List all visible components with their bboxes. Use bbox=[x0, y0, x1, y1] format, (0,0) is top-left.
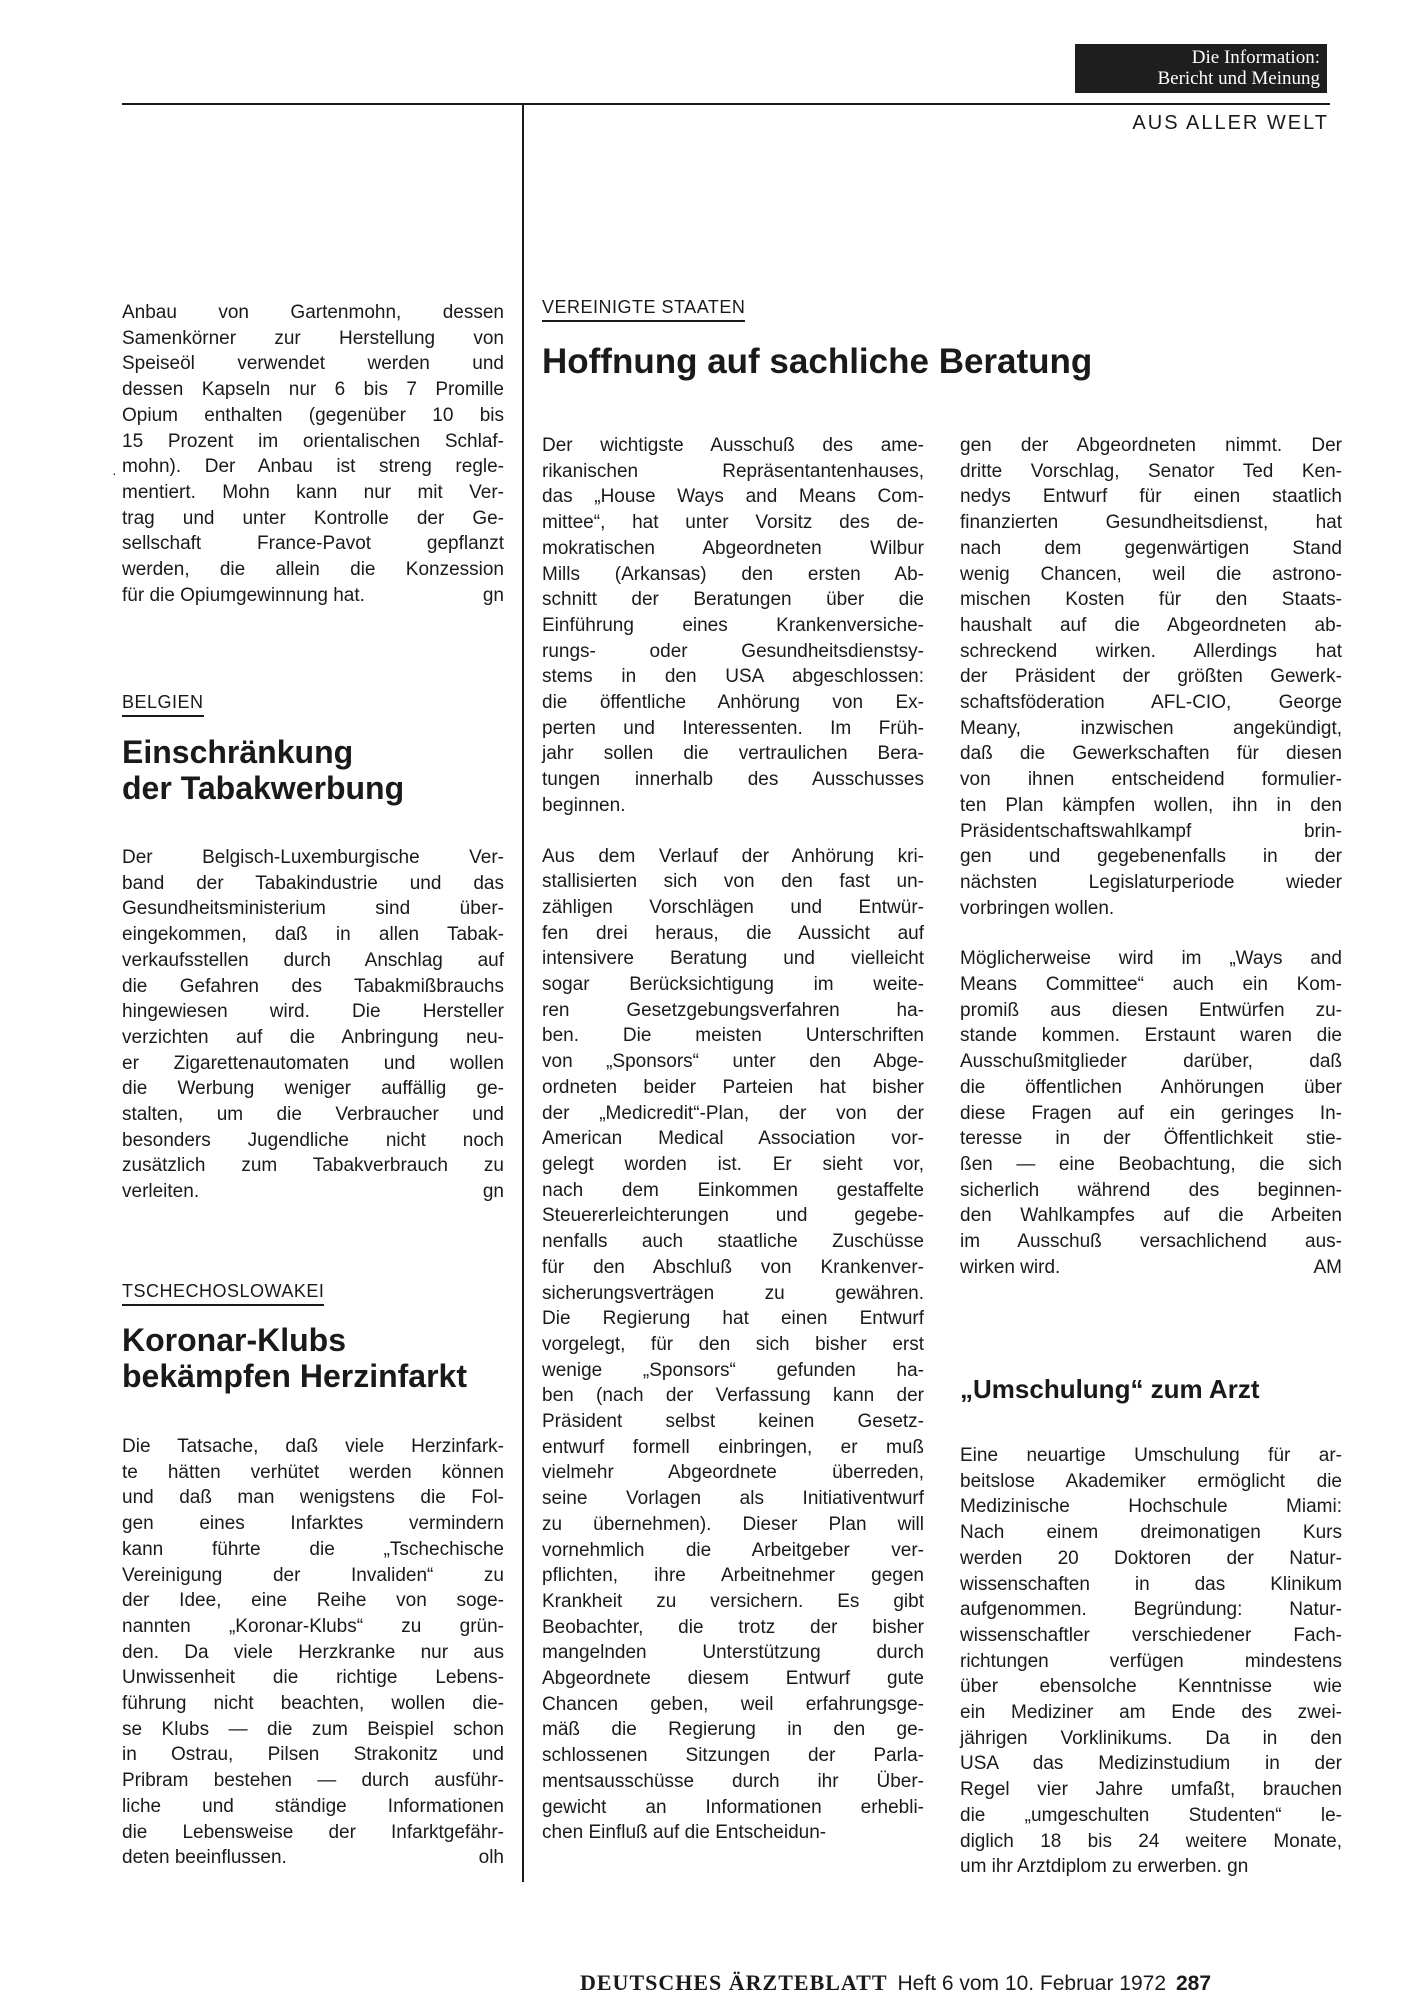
section-label: AUS ALLER WELT bbox=[1132, 112, 1329, 134]
journal-name: DEUTSCHES ÄRZTEBLATT bbox=[580, 1970, 888, 1995]
text-line: sogar Berücksichtigung im weite- bbox=[542, 974, 924, 996]
text-line: Mills (Arkansas) den ersten Ab- bbox=[542, 563, 924, 585]
text-line: liche und ständige Informationen bbox=[122, 1795, 504, 1817]
body-czech bbox=[122, 1434, 504, 1871]
text-line: Der wichtigste Ausschuß des ame- bbox=[542, 435, 924, 456]
text-line: mäß die Regierung in den ge- bbox=[542, 1719, 924, 1741]
text-line: zähligen Vorschlägen und Entwür- bbox=[542, 896, 924, 918]
text-line: die öffentliche Anhörung von Ex- bbox=[542, 692, 924, 714]
text-line: Möglicherweise wird im „Ways and bbox=[960, 948, 1342, 970]
text-line: ein Mediziner am Ende des zwei- bbox=[960, 1702, 1342, 1724]
text-line: dessen Kapseln nur 6 bis 7 Promille bbox=[122, 379, 504, 401]
headline-retraining: „Umschulung“ zum Arzt bbox=[960, 1374, 1260, 1404]
text-line: Ausschußmitglieder darüber, daß bbox=[960, 1051, 1342, 1073]
text-line: der Idee, eine Reihe von soge- bbox=[122, 1590, 504, 1612]
text-line: ten Plan kämpfen wollen, ihn in den bbox=[960, 794, 1342, 816]
top-rule bbox=[122, 103, 1330, 105]
author-initials: AM bbox=[1313, 1256, 1342, 1278]
text-line: vielmehr Abgeordnete überreden, bbox=[542, 1462, 924, 1484]
headline-czech bbox=[122, 1322, 467, 1394]
text-line: Die Regierung hat einen Entwurf bbox=[542, 1308, 924, 1330]
text-line: Unwissenheit die richtige Lebens- bbox=[122, 1667, 504, 1689]
text-line: American Medical Association vor- bbox=[542, 1128, 924, 1150]
author-initials: gn bbox=[482, 1181, 504, 1203]
text-line: vorbringen wollen. bbox=[960, 897, 1115, 919]
text-line: wissenschaftler verschiedener Fach- bbox=[960, 1624, 1342, 1646]
text-line: die öffentlichen Anhörungen über bbox=[960, 1076, 1342, 1098]
text-line: rikanischen Repräsentantenhauses, bbox=[542, 460, 924, 482]
text-line: werden, die allein die Konzession bbox=[122, 559, 504, 581]
headline-czech-line-1: Koronar-Klubs bbox=[122, 1322, 346, 1358]
headline-czech-line-2: bekämpfen Herzinfarkt bbox=[122, 1358, 467, 1394]
text-line: ßen — eine Beobachtung, die sich bbox=[960, 1153, 1342, 1175]
text-line: das „House Ways and Means Com- bbox=[542, 486, 924, 508]
text-line: promiß aus diesen Entwürfen zu- bbox=[960, 999, 1342, 1021]
headline-belgium bbox=[122, 734, 404, 806]
text-line: die Werbung weniger auffällig ge- bbox=[122, 1078, 504, 1100]
text-line: seine Vorlagen als Initiativentwurf bbox=[542, 1488, 924, 1510]
text-line: gewicht an Informationen erhebli- bbox=[542, 1796, 924, 1818]
text-line: die „umgeschulten Studenten“ le- bbox=[960, 1804, 1342, 1826]
text-line: ren Gesetzgebungsverfahren ha- bbox=[542, 999, 924, 1021]
left-intro-text bbox=[122, 300, 504, 608]
text-line: nannten „Koronar-Klubs“ zu grün- bbox=[122, 1615, 504, 1637]
text-line: kann führte die „Tschechische bbox=[122, 1538, 504, 1560]
headline-belgium-line-1: Einschränkung bbox=[122, 734, 354, 770]
section-badge bbox=[1075, 44, 1327, 93]
line-text: verleiten. bbox=[122, 1181, 200, 1203]
text-line: Chancen geben, weil erfahrungsge- bbox=[542, 1693, 924, 1715]
text-line: sellschaft France-Pavot gepflanzt bbox=[122, 533, 504, 555]
text-line: nächsten Legislaturperiode wieder bbox=[960, 871, 1342, 893]
text-line: zusätzlich zum Tabakverbrauch zu bbox=[122, 1155, 504, 1177]
author-initials: olh bbox=[478, 1847, 504, 1869]
text-line: Nach einem dreimonatigen Kurs bbox=[960, 1522, 1342, 1544]
text-line: mohn). Der Anbau ist streng regle- bbox=[122, 456, 504, 478]
text-line: Pribram bestehen — durch ausführ- bbox=[122, 1770, 504, 1792]
text-line: ben. Die meisten Unterschriften bbox=[542, 1025, 924, 1047]
text-line: chen Einfluß auf die Entscheidun- bbox=[542, 1822, 827, 1844]
text-line: 15 Prozent im orientalischen Schlaf- bbox=[122, 430, 504, 452]
text-line: schlossenen Sitzungen der Parla- bbox=[542, 1745, 924, 1767]
text-line: ordneten beider Parteien hat bisher bbox=[542, 1076, 924, 1098]
text-line: Gesundheitsministerium sind über- bbox=[122, 898, 504, 920]
text-line: Präsidentschaftswahlkampf brin- bbox=[960, 820, 1342, 842]
text-line: mischen Kosten für den Staats- bbox=[960, 589, 1342, 611]
text-line bbox=[122, 583, 504, 609]
author-initials: gn bbox=[482, 584, 504, 606]
text-line: gen und gegebenenfalls in der bbox=[960, 846, 1342, 868]
text-line: Samenkörner zur Herstellung von bbox=[122, 327, 504, 349]
text-line: schreckend wirken. Allerdings hat bbox=[960, 640, 1342, 662]
text-line: Opium enthalten (gegenüber 10 bis bbox=[122, 404, 504, 426]
text-line bbox=[122, 1845, 504, 1871]
text-line: im Ausschuß versachlichend aus- bbox=[960, 1231, 1342, 1253]
kicker-czech: TSCHECHOSLOWAKEI bbox=[122, 1281, 324, 1306]
text-line: eingekommen, daß in allen Tabak- bbox=[122, 924, 504, 946]
text-line: verzichten auf die Anbringung neu- bbox=[122, 1026, 504, 1048]
text-line: mentiert. Mohn kann nur mit Ver- bbox=[122, 481, 504, 503]
text-line: Krankheit zu versichern. Es gibt bbox=[542, 1590, 924, 1612]
text-line: mentsausschüsse durch ihr Über- bbox=[542, 1770, 924, 1792]
text-line: perten und Interessenten. Im Früh- bbox=[542, 717, 924, 739]
text-line: den. Da viele Herzkranke nur aus bbox=[122, 1641, 504, 1663]
text-line: sicherungsverträgen zu gewähren. bbox=[542, 1282, 924, 1304]
text-line: die Gefahren des Tabakmißbrauchs bbox=[122, 975, 504, 997]
text-line: zu übernehmen). Dieser Plan will bbox=[542, 1513, 924, 1535]
text-line: Vereinigung der Invaliden“ zu bbox=[122, 1564, 504, 1586]
text-line: Anbau von Gartenmohn, dessen bbox=[122, 302, 504, 323]
text-line: USA das Medizinstudium in der bbox=[960, 1753, 1342, 1775]
text-line: Means Committee“ auch ein Kom- bbox=[960, 974, 1342, 996]
text-line: jahr sollen die vertraulichen Bera- bbox=[542, 743, 924, 765]
text-line: ben (nach der Verfassung kann der bbox=[542, 1385, 924, 1407]
text-line: Einführung eines Krankenversiche- bbox=[542, 614, 924, 636]
text-line: vorgelegt, für den sich bisher erst bbox=[542, 1333, 924, 1355]
issue-info: Heft 6 vom 10. Februar 1972 bbox=[897, 1972, 1166, 1995]
text-line: stalten, um die Verbraucher und bbox=[122, 1104, 504, 1126]
text-line: te hätten verhütet werden können bbox=[122, 1461, 504, 1483]
text-line: wenig Chancen, weil die astrono- bbox=[960, 563, 1342, 585]
text-line: Eine neuartige Umschulung für ar- bbox=[960, 1445, 1342, 1466]
text-line: Speiseöl verwendet werden und bbox=[122, 353, 504, 375]
text-line: Beobachter, die trotz der bisher bbox=[542, 1616, 924, 1638]
text-line: Steuererleichterungen und gegebe- bbox=[542, 1205, 924, 1227]
text-line: trag und unter Kontrolle der Ge- bbox=[122, 507, 504, 529]
text-line: richtungen verfügen mindestens bbox=[960, 1650, 1342, 1672]
column-divider bbox=[522, 104, 524, 1882]
text-line: nach dem gegenwärtigen Stand bbox=[960, 537, 1342, 559]
text-line: diglich 18 bis 24 weitere Monate, bbox=[960, 1830, 1342, 1852]
text-line: für den Abschluß von Krankenver- bbox=[542, 1256, 924, 1278]
text-line: Aus dem Verlauf der Anhörung kri- bbox=[542, 845, 924, 867]
body-belgium bbox=[122, 845, 504, 1205]
text-line: nach dem Einkommen gestaffelte bbox=[542, 1179, 924, 1201]
body-retraining bbox=[960, 1443, 1342, 1880]
text-line: mokratischen Abgeordneten Wilbur bbox=[542, 537, 924, 559]
text-line: führung nicht beachten, wollen die- bbox=[122, 1693, 504, 1715]
text-line: Der Belgisch-Luxemburgische Ver- bbox=[122, 847, 504, 868]
text-line: entwurf formell einbringen, er muß bbox=[542, 1436, 924, 1458]
line-text: wirken wird. bbox=[960, 1256, 1061, 1278]
text-line: Medizinische Hochschule Miami: bbox=[960, 1496, 1342, 1518]
text-line: werden 20 Doktoren der Natur- bbox=[960, 1547, 1342, 1569]
text-line: dritte Vorschlag, Senator Ted Ken- bbox=[960, 460, 1342, 482]
text-line: mangelnden Unterstützung durch bbox=[542, 1642, 924, 1664]
headline-usa: Hoffnung auf sachliche Beratung bbox=[542, 342, 1093, 381]
text-line: der Präsident der größten Gewerk- bbox=[960, 666, 1342, 688]
text-line: über ebensolche Kenntnisse wie bbox=[960, 1676, 1342, 1698]
text-line: hingewiesen wird. Die Hersteller bbox=[122, 1001, 504, 1023]
text-line: von „Sponsors“ unter den Abge- bbox=[542, 1051, 924, 1073]
text-line: tungen innerhalb des Ausschusses bbox=[542, 769, 924, 791]
text-line: gelegt worden ist. Er sieht vor, bbox=[542, 1153, 924, 1175]
text-line: Regel vier Jahre umfaßt, brauchen bbox=[960, 1779, 1342, 1801]
text-line: um ihr Arztdiplom zu erwerben. gn bbox=[960, 1856, 1249, 1878]
text-line: nedys Entwurf für einen staatlich bbox=[960, 486, 1342, 508]
page-number: 287 bbox=[1176, 1972, 1212, 1995]
page-footer bbox=[580, 1970, 1211, 1996]
text-line: verkaufsstellen durch Anschlag auf bbox=[122, 949, 504, 971]
line-text: für die Opiumgewinnung hat. bbox=[122, 584, 365, 606]
paragraph-gap bbox=[960, 921, 1342, 946]
badge-line-1: Die Information: bbox=[1191, 47, 1320, 68]
text-line: gen der Abgeordneten nimmt. Der bbox=[960, 435, 1342, 456]
text-line: den Wahlkampfes auf die Arbeiten bbox=[960, 1205, 1342, 1227]
text-line: schaftsföderation AFL-CIO, George bbox=[960, 692, 1342, 714]
line-text: deten beeinflussen. bbox=[122, 1847, 287, 1869]
text-line: se Klubs — die zum Beispiel schon bbox=[122, 1718, 504, 1740]
text-line: Meany, inzwischen angekündigt, bbox=[960, 717, 1342, 739]
text-line: Abgeordnete diesem Entwurf gute bbox=[542, 1668, 924, 1690]
paragraph-gap bbox=[542, 819, 924, 844]
text-line: Präsident selbst keinen Gesetz- bbox=[542, 1411, 924, 1433]
text-line: intensivere Beratung und vielleicht bbox=[542, 948, 924, 970]
text-line: stallisierten sich von den fast un- bbox=[542, 871, 924, 893]
text-line bbox=[122, 1179, 504, 1205]
body-usa-col-1 bbox=[542, 433, 924, 1846]
text-line: daß die Gewerkschaften für diesen bbox=[960, 743, 1342, 765]
text-line: beginnen. bbox=[542, 794, 626, 816]
text-line: nenfalls auch staatliche Zuschüsse bbox=[542, 1231, 924, 1253]
text-line: von ihnen entscheidend formulier- bbox=[960, 769, 1342, 791]
margin-mark: · bbox=[112, 465, 117, 481]
text-line: haushalt auf die Abgeordneten ab- bbox=[960, 614, 1342, 636]
text-line: er Zigarettenautomaten und wollen bbox=[122, 1052, 504, 1074]
text-line: schnitt der Beratungen über die bbox=[542, 589, 924, 611]
text-line: finanzierten Gesundheitsdienst, hat bbox=[960, 512, 1342, 534]
body-usa-col-2 bbox=[960, 433, 1342, 1281]
text-line: aufgenommen. Begründung: Natur- bbox=[960, 1599, 1342, 1621]
text-line: rungs- oder Gesundheitsdienstsy- bbox=[542, 640, 924, 662]
text-line: stande kommen. Erstaunt waren die bbox=[960, 1025, 1342, 1047]
text-line: diese Fragen auf ein geringes In- bbox=[960, 1102, 1342, 1124]
text-line: pflichten, ihre Arbeitnehmer gegen bbox=[542, 1565, 924, 1587]
kicker-usa: VEREINIGTE STAATEN bbox=[542, 297, 745, 322]
headline-belgium-line-2: der Tabakwerbung bbox=[122, 770, 405, 806]
text-line: fen drei heraus, die Aussicht auf bbox=[542, 922, 924, 944]
text-line: gen eines Infarktes vermindern bbox=[122, 1513, 504, 1535]
kicker-belgium: BELGIEN bbox=[122, 692, 204, 717]
text-line: besonders Jugendliche nicht noch bbox=[122, 1129, 504, 1151]
text-line: in Ostrau, Pilsen Strakonitz und bbox=[122, 1744, 504, 1766]
text-line bbox=[960, 1255, 1342, 1281]
text-line: wissenschaften in das Klinikum bbox=[960, 1573, 1342, 1595]
text-line: die Lebensweise der Infarktgefähr- bbox=[122, 1821, 504, 1843]
badge-line-2: Bericht und Meinung bbox=[1157, 68, 1320, 89]
text-line: teresse in der Öffentlichkeit stie- bbox=[960, 1128, 1342, 1150]
text-line: stems in den USA abgeschlossen: bbox=[542, 666, 924, 688]
text-line: mittee“, hat unter Vorsitz des de- bbox=[542, 512, 924, 534]
text-line: band der Tabakindustrie und das bbox=[122, 872, 504, 894]
text-line: vornehmlich die Arbeitgeber ver- bbox=[542, 1539, 924, 1561]
text-line: wenige „Sponsors“ gefunden ha- bbox=[542, 1359, 924, 1381]
text-line: und daß man wenigstens die Fol- bbox=[122, 1487, 504, 1509]
text-line: der „Medicredit“-Plan, der von der bbox=[542, 1102, 924, 1124]
text-line: Die Tatsache, daß viele Herzinfark- bbox=[122, 1436, 504, 1457]
text-line: jährigen Vorklinikums. Da in den bbox=[960, 1727, 1342, 1749]
text-line: sicherlich während des beginnen- bbox=[960, 1179, 1342, 1201]
text-line: beitslose Akademiker ermöglicht die bbox=[960, 1470, 1342, 1492]
